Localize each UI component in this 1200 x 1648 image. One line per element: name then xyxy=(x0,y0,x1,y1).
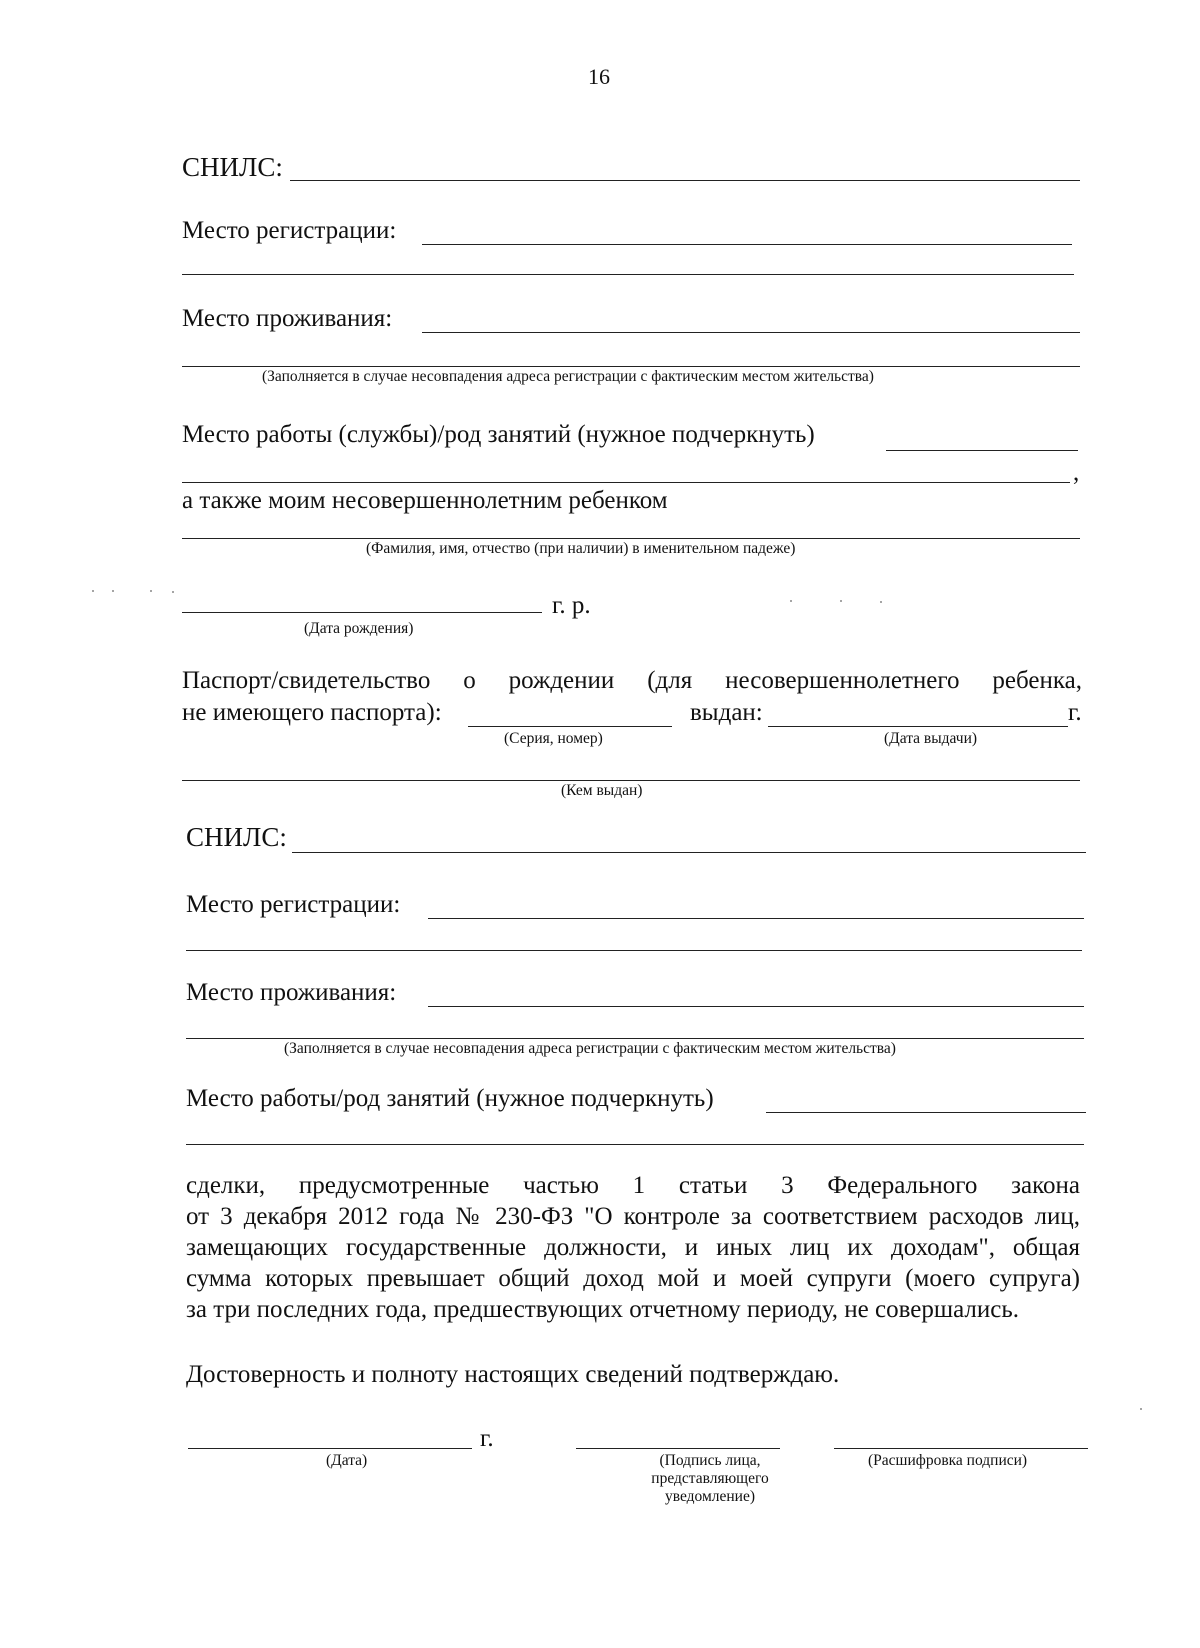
scan-speck xyxy=(840,600,842,602)
signature-field[interactable] xyxy=(576,1448,780,1449)
issue-year-suffix: г. xyxy=(1068,699,1082,726)
registration-field-2[interactable] xyxy=(428,918,1084,919)
snils-field-2[interactable] xyxy=(292,852,1086,853)
scan-speck xyxy=(790,600,792,602)
body-line: замещающих государственные должности, и иных лиц их доходам", общая xyxy=(186,1234,1080,1261)
passport-line-2-start: не имеющего паспорта): xyxy=(182,699,442,726)
residence-label-1: Место проживания: xyxy=(182,305,393,332)
registration-field-1[interactable] xyxy=(422,244,1072,245)
signature-note-line: уведомление) xyxy=(664,1488,756,1505)
scan-speck xyxy=(1140,1408,1142,1410)
confirmation-text: Достоверность и полноту настоящих сведений подтверждаю. xyxy=(186,1361,840,1388)
work-field-1[interactable] xyxy=(886,450,1078,451)
registration-label-1: Место регистрации: xyxy=(182,217,397,244)
passport-line-1 xyxy=(182,666,1082,696)
issued-by-field[interactable] xyxy=(182,780,1080,781)
snils-label-1: СНИЛС: xyxy=(182,152,283,182)
scan-speck xyxy=(150,590,152,592)
series-number-field[interactable] xyxy=(468,726,672,727)
work-label-2: Место работы/род занятий (нужное подчеркнуть) xyxy=(186,1085,714,1112)
residence-label-2: Место проживания: xyxy=(186,979,397,1006)
child-name-note: (Фамилия, имя, отчество (при наличии) в именительном падеже) xyxy=(366,540,796,557)
child-intro: а также моим несовершеннолетним ребенком xyxy=(182,487,668,514)
residence-field-2[interactable] xyxy=(428,1006,1084,1007)
signature-note xyxy=(600,1452,820,1506)
residence-note-1: (Заполняется в случае несовпадения адреса регистрации с фактическим местом жительства) xyxy=(262,368,874,385)
body-line: сумма которых превышает общий доход мой и моей супруги (моего супруга) xyxy=(186,1265,1080,1292)
body-line: сделки, предусмотренные частью 1 статьи 3 Федерального закона xyxy=(186,1172,1080,1199)
body-line: от 3 декабря 2012 года № 230-ФЗ "О контроле за соответствием расходов лиц, xyxy=(186,1203,1080,1230)
registration-field-1-line-2[interactable] xyxy=(182,274,1074,275)
registration-field-2-line-2[interactable] xyxy=(186,950,1082,951)
work-label-1: Место работы (службы)/род занятий (нужное подчеркнуть) xyxy=(182,421,815,448)
scan-speck xyxy=(172,591,174,593)
issued-by-note: (Кем выдан) xyxy=(561,782,643,799)
birth-date-field[interactable] xyxy=(182,612,542,613)
signature-note-line: представляющего xyxy=(651,1470,769,1487)
decode-note: (Расшифровка подписи) xyxy=(868,1452,1028,1469)
birth-suffix: г. р. xyxy=(552,592,591,619)
snils-label-2: СНИЛС: xyxy=(186,822,287,852)
body-paragraph xyxy=(186,1170,1080,1325)
signature-decode-field[interactable] xyxy=(834,1448,1088,1449)
issued-label: выдан: xyxy=(690,699,763,726)
issue-date-note: (Дата выдачи) xyxy=(884,730,978,747)
body-line: за три последних года, предшествующих отчетному периоду, не совершались. xyxy=(186,1296,1019,1323)
scan-speck xyxy=(92,590,94,592)
work-field-2[interactable] xyxy=(766,1112,1086,1113)
signature-note-line: (Подпись лица, xyxy=(659,1452,761,1469)
registration-label-2: Место регистрации: xyxy=(186,891,401,918)
snils-field-1[interactable] xyxy=(290,180,1080,181)
page-number: 16 xyxy=(588,64,610,89)
scan-speck xyxy=(880,601,882,603)
child-name-field[interactable] xyxy=(182,538,1080,539)
residence-field-1[interactable] xyxy=(422,332,1080,333)
work-field-2-line-2[interactable] xyxy=(186,1144,1084,1145)
comma: , xyxy=(1073,459,1080,486)
date-note: (Дата) xyxy=(326,1452,368,1469)
series-note: (Серия, номер) xyxy=(504,730,603,747)
date-year-suffix: г. xyxy=(480,1425,494,1452)
birth-note: (Дата рождения) xyxy=(304,620,414,637)
residence-field-2-line-2[interactable] xyxy=(186,1038,1084,1039)
scan-speck xyxy=(112,590,114,592)
residence-field-1-line-2[interactable] xyxy=(182,366,1080,367)
residence-note-2: (Заполняется в случае несовпадения адреса регистрации с фактическим местом жительства) xyxy=(284,1040,896,1057)
passport-line-1-text: Паспорт/свидетельство о рождении (для несовершеннолетнего ребенка, xyxy=(182,667,1082,694)
date-field[interactable] xyxy=(188,1448,472,1449)
work-field-1-line-2[interactable] xyxy=(182,482,1070,483)
issue-date-field[interactable] xyxy=(768,726,1068,727)
